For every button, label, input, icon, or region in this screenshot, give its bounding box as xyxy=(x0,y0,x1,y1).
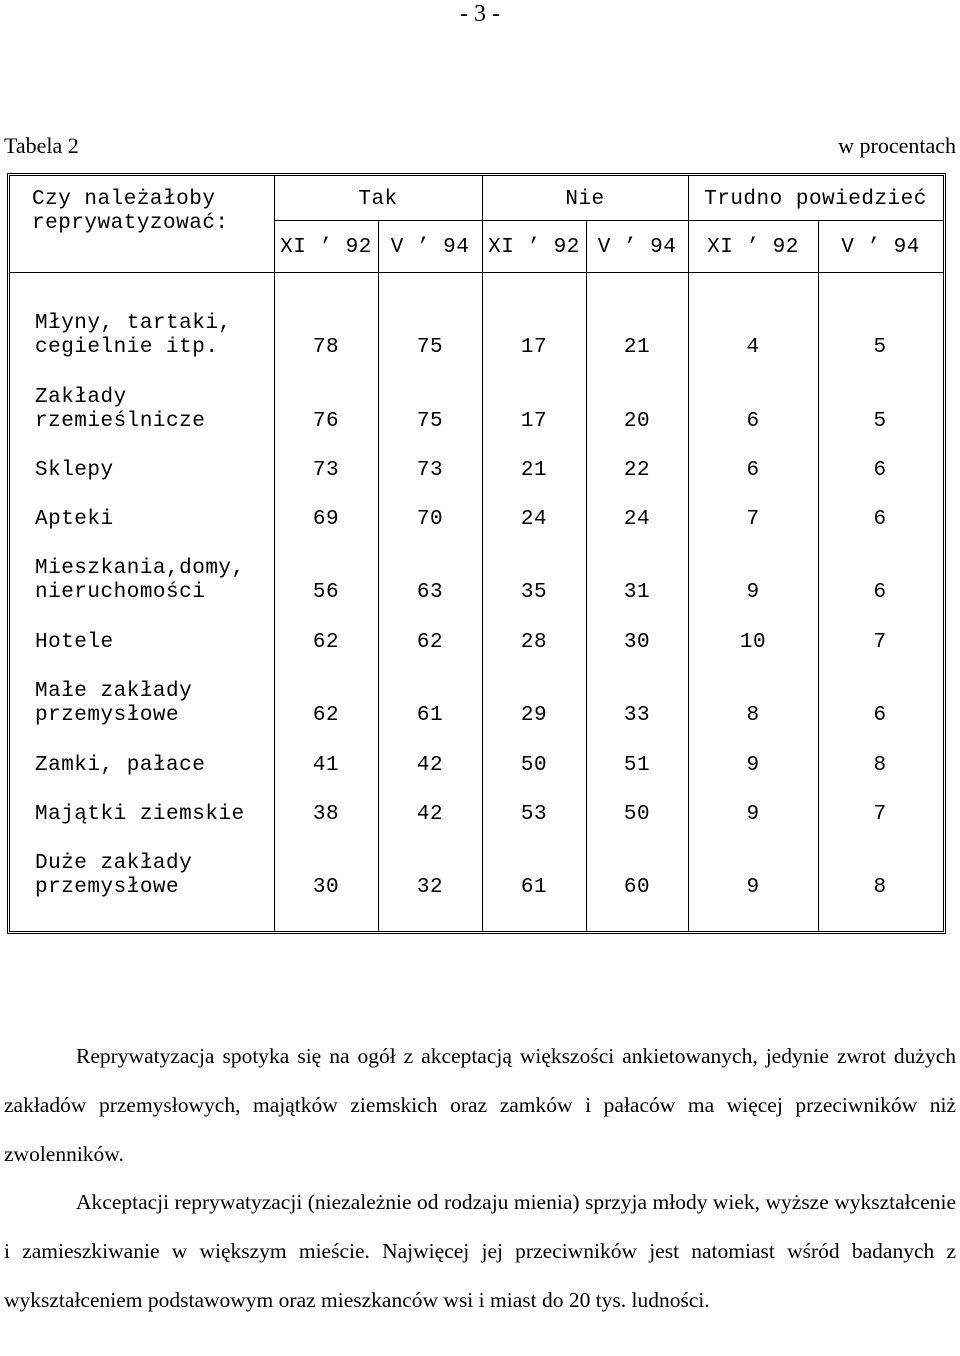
table-cell: 75 xyxy=(416,410,444,433)
row-label xyxy=(35,754,205,778)
table-cell: 9 xyxy=(746,876,760,899)
paragraph-text: Reprywatyzacja spotyka się na ogół z akceptacją większości ankietowanych, jedynie zwrot dużych zakładów przemysłowych, majątków ziemskich oraz zamków i pałaców ma więcej przeciwników niż zwolenników. xyxy=(4,1044,956,1166)
table-cell: 62 xyxy=(312,704,340,727)
table-cell: 6 xyxy=(873,459,887,482)
paragraph-2 xyxy=(4,1178,956,1325)
row-label xyxy=(35,459,114,483)
table-cell: 78 xyxy=(312,336,340,359)
table-cell: 42 xyxy=(416,754,444,777)
col-divider xyxy=(818,220,819,931)
table-cell: 9 xyxy=(746,803,760,826)
table-cell: 20 xyxy=(623,410,651,433)
table-cell: 30 xyxy=(623,631,651,654)
table-cell: 30 xyxy=(312,876,340,899)
table-cell: 9 xyxy=(746,581,760,604)
table-cell: 7 xyxy=(873,803,887,826)
table-cell: 22 xyxy=(623,459,651,482)
table-cell: 69 xyxy=(312,508,340,531)
table-cell: 50 xyxy=(623,803,651,826)
table-cell: 24 xyxy=(623,508,651,531)
table-cell: 35 xyxy=(520,581,548,604)
table-cell: 33 xyxy=(623,704,651,727)
table-cell: 63 xyxy=(416,581,444,604)
corner-header-line: reprywatyzować: xyxy=(32,212,229,235)
table-cell: 9 xyxy=(746,754,760,777)
table-cell: 24 xyxy=(520,508,548,531)
subheader: V ’ 94 xyxy=(841,236,920,259)
table-cell: 8 xyxy=(873,876,887,899)
table-cell: 31 xyxy=(623,581,651,604)
table-cell: 29 xyxy=(520,704,548,727)
table-cell: 17 xyxy=(520,410,548,433)
subheader: XI ’ 92 xyxy=(488,236,580,259)
table-cell: 6 xyxy=(746,410,760,433)
col-divider xyxy=(378,220,379,931)
data-table xyxy=(7,173,946,934)
row-label xyxy=(35,803,245,827)
table-cell: 75 xyxy=(416,336,444,359)
subheader: V ’ 94 xyxy=(597,236,677,259)
table-cell: 8 xyxy=(873,754,887,777)
table-cell: 7 xyxy=(873,631,887,654)
table-cell: 38 xyxy=(312,803,340,826)
row-label-line: Zakłady xyxy=(35,386,127,409)
table-cell: 21 xyxy=(623,336,651,359)
table-cell: 51 xyxy=(623,754,651,777)
row-label-line: Młyny, tartaki, xyxy=(35,312,232,335)
row-label-line: Sklepy xyxy=(35,459,114,482)
col-divider xyxy=(586,220,587,931)
table-cell: 28 xyxy=(520,631,548,654)
table-cell: 61 xyxy=(416,704,444,727)
table-cell: 5 xyxy=(873,336,887,359)
table-cell: 10 xyxy=(739,631,767,654)
row-label-line: Zamki, pałace xyxy=(35,754,206,777)
header-divider xyxy=(274,220,943,221)
group-header-tak: Tak xyxy=(358,188,398,211)
table-title: Tabela 2 xyxy=(4,133,79,158)
table-cell: 8 xyxy=(746,704,760,727)
row-label xyxy=(35,852,192,900)
row-label xyxy=(35,631,114,655)
row-label-line: Duże zakłady xyxy=(35,852,193,875)
header-bottom-line xyxy=(10,272,943,273)
group-header-trudno: Trudno powiedzieć xyxy=(704,188,927,211)
table-cell: 56 xyxy=(312,581,340,604)
table-cell: 6 xyxy=(873,508,887,531)
group-header-nie: Nie xyxy=(565,188,605,211)
subheader: XI ’ 92 xyxy=(280,236,372,259)
paragraph-1 xyxy=(4,1032,956,1179)
col-divider xyxy=(688,176,689,931)
table-cell: 32 xyxy=(416,876,444,899)
table-cell: 42 xyxy=(416,803,444,826)
row-label-line: przemysłowe xyxy=(35,876,180,899)
row-label-line: Mieszkania,domy, xyxy=(35,557,245,580)
table-cell: 21 xyxy=(520,459,548,482)
table-cell: 41 xyxy=(312,754,340,777)
table-cell: 53 xyxy=(520,803,548,826)
row-label-line: Hotele xyxy=(35,631,114,654)
col-divider xyxy=(482,176,483,931)
table-cell: 5 xyxy=(873,410,887,433)
row-label-line: Małe zakłady xyxy=(35,680,193,703)
table-unit: w procentach xyxy=(838,133,956,158)
table-cell: 4 xyxy=(746,336,760,359)
page-number: - 3 - xyxy=(460,1,500,27)
corner-header-line: Czy należałoby xyxy=(32,188,216,211)
row-label-line: cegielnie itp. xyxy=(35,336,219,359)
table-cell: 6 xyxy=(873,704,887,727)
row-label xyxy=(35,508,114,532)
table-cell: 61 xyxy=(520,876,548,899)
table-cell: 6 xyxy=(873,581,887,604)
table-cell: 50 xyxy=(520,754,548,777)
col-divider xyxy=(274,176,275,931)
table-cell: 17 xyxy=(520,336,548,359)
table-caption xyxy=(4,132,956,160)
row-label-line: rzemieślnicze xyxy=(35,410,206,433)
subheader: V ’ 94 xyxy=(390,236,470,259)
paragraph-text: Akceptacji reprywatyzacji (niezależnie od rodzaju mienia) sprzyja młody wiek, wyższe wykształcenie i zamieszkiwanie w większym mieście. Najwięcej jej przeciwników jest natomiast wśród badanych z wykształceniem podstawowym oraz mieszkanców wsi i miast do 20 tys. ludności. xyxy=(4,1190,956,1312)
table-cell: 73 xyxy=(416,459,444,482)
row-label-line: Apteki xyxy=(35,508,114,531)
subheader: XI ’ 92 xyxy=(707,236,799,259)
corner-header xyxy=(32,188,229,236)
table-cell: 6 xyxy=(746,459,760,482)
table-cell: 62 xyxy=(312,631,340,654)
table-cell: 7 xyxy=(746,508,760,531)
row-label-line: nieruchomości xyxy=(35,581,206,604)
table-cell: 76 xyxy=(312,410,340,433)
table-cell: 70 xyxy=(416,508,444,531)
row-label-line: Majątki ziemskie xyxy=(35,803,245,826)
row-label xyxy=(35,680,192,728)
row-label-line: przemysłowe xyxy=(35,704,180,727)
table-cell: 73 xyxy=(312,459,340,482)
row-label xyxy=(35,312,232,360)
row-label xyxy=(35,557,245,605)
row-label xyxy=(35,386,205,434)
table-cell: 60 xyxy=(623,876,651,899)
table-cell: 62 xyxy=(416,631,444,654)
